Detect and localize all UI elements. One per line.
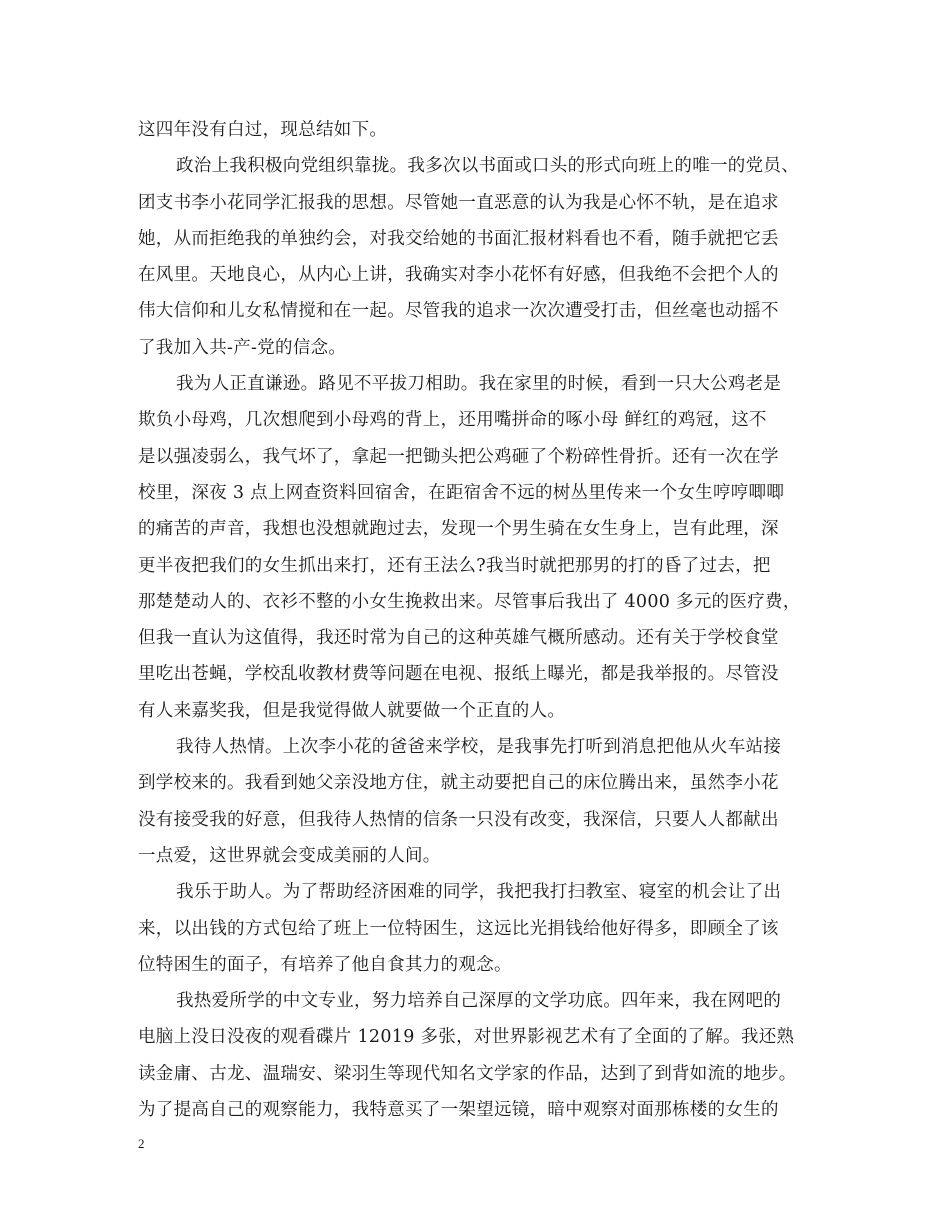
text-line: 她，从而拒绝我的单独约会，对我交给她的书面汇报材料看也不看，随手就把它丢 bbox=[138, 228, 779, 249]
text-line: 我乐于助人。为了帮助经济困难的同学，我把我打扫教室、寝室的机会让了出 bbox=[176, 882, 782, 903]
text-line: 是以强凌弱么，我气坏了，拿起一把锄头把公鸡砸了个粉碎性骨折。还有一次在学 bbox=[138, 446, 779, 467]
text-line: 伟大信仰和儿女私情搅和在一起。尽管我的追求一次次遭受打击，但丝毫也动摇不 bbox=[138, 301, 779, 322]
text-line: 来，以出钱的方式包给了班上一位特困生，这远比光捐钱给他好得多，即顾全了该 bbox=[138, 918, 779, 939]
text-line: 电脑上没日没夜的观看碟片 12019 多张，对世界影视艺术有了全面的了解。我还熟 bbox=[138, 1027, 795, 1048]
text-line: 有人来嘉奖我，但是我觉得做人就要做一个正直的人。 bbox=[138, 700, 566, 721]
text-line: 到学校来的。我看到她父亲没地方住，就主动要把自己的床位腾出来，虽然李小花 bbox=[138, 773, 779, 794]
text-line: 更半夜把我们的女生抓出来打，还有王法么?我当时就把那男的打的昏了过去，把 bbox=[138, 555, 771, 576]
text-line: 校里，深夜 3 点上网查资料回宿舍，在距宿舍不远的树丛里传来一个女生哼哼唧唧 bbox=[138, 482, 785, 503]
text-line: 我为人正直谦逊。路见不平拔刀相助。我在家里的时候，看到一只大公鸡老是 bbox=[176, 374, 782, 395]
text-line: 我热爱所学的中文专业，努力培养自己深厚的文学功底。四年来，我在网吧的 bbox=[176, 991, 782, 1012]
document-body bbox=[138, 112, 818, 1128]
text-line: 了我加入共-产-党的信念。 bbox=[138, 337, 347, 358]
text-line: 那楚楚动人的、衣衫不整的小女生挽救出来。尽管事后我出了 4000 多元的医疗费， bbox=[138, 591, 801, 612]
text-line: 的痛苦的声音，我想也没想就跑过去，发现一个男生骑在女生身上，岂有此理，深 bbox=[138, 519, 779, 540]
text-line: 我待人热情。上次李小花的爸爸来学校，是我事先打听到消息把他从火车站接 bbox=[176, 737, 782, 758]
text-line: 里吃出苍蝇，学校乱收教材费等问题在电视、报纸上曝光，都是我举报的。尽管没 bbox=[138, 664, 779, 685]
text-line: 没有接受我的好意，但我待人热情的信条一只没有改变，我深信，只要人人都献出 bbox=[138, 809, 779, 830]
text-line: 一点爱，这世界就会变成美丽的人间。 bbox=[138, 845, 441, 866]
text-line: 为了提高自己的观察能力，我特意买了一架望远镜，暗中观察对面那栋楼的女生的 bbox=[138, 1100, 779, 1121]
text-line: 位特困生的面子，有培养了他自食其力的观念。 bbox=[138, 954, 512, 975]
text-line: 在风里。天地良心，从内心上讲，我确实对李小花怀有好感，但我绝不会把个人的 bbox=[138, 265, 779, 286]
text-line: 读金庸、古龙、温瑞安、梁羽生等现代知名文学家的作品，达到了到背如流的地步。 bbox=[138, 1063, 797, 1084]
text-line: 团支书李小花同学汇报我的思想。尽管她一直恶意的认为我是心怀不轨，是在追求 bbox=[138, 192, 779, 213]
text-line: 欺负小母鸡，几次想爬到小母鸡的背上，还用嘴拼命的啄小母 鲜红的鸡冠，这不 bbox=[138, 410, 767, 431]
text-line: 这四年没有白过，现总结如下。 bbox=[138, 120, 388, 140]
text-line: 但我一直认为这值得，我还时常为自己的这种英雄气概所感动。还有关于学校食堂 bbox=[138, 628, 779, 649]
text-line: 政治上我积极向党组织靠拢。我多次以书面或口头的形式向班上的唯一的党员、 bbox=[176, 156, 799, 177]
page-number: 2 bbox=[138, 1136, 145, 1151]
